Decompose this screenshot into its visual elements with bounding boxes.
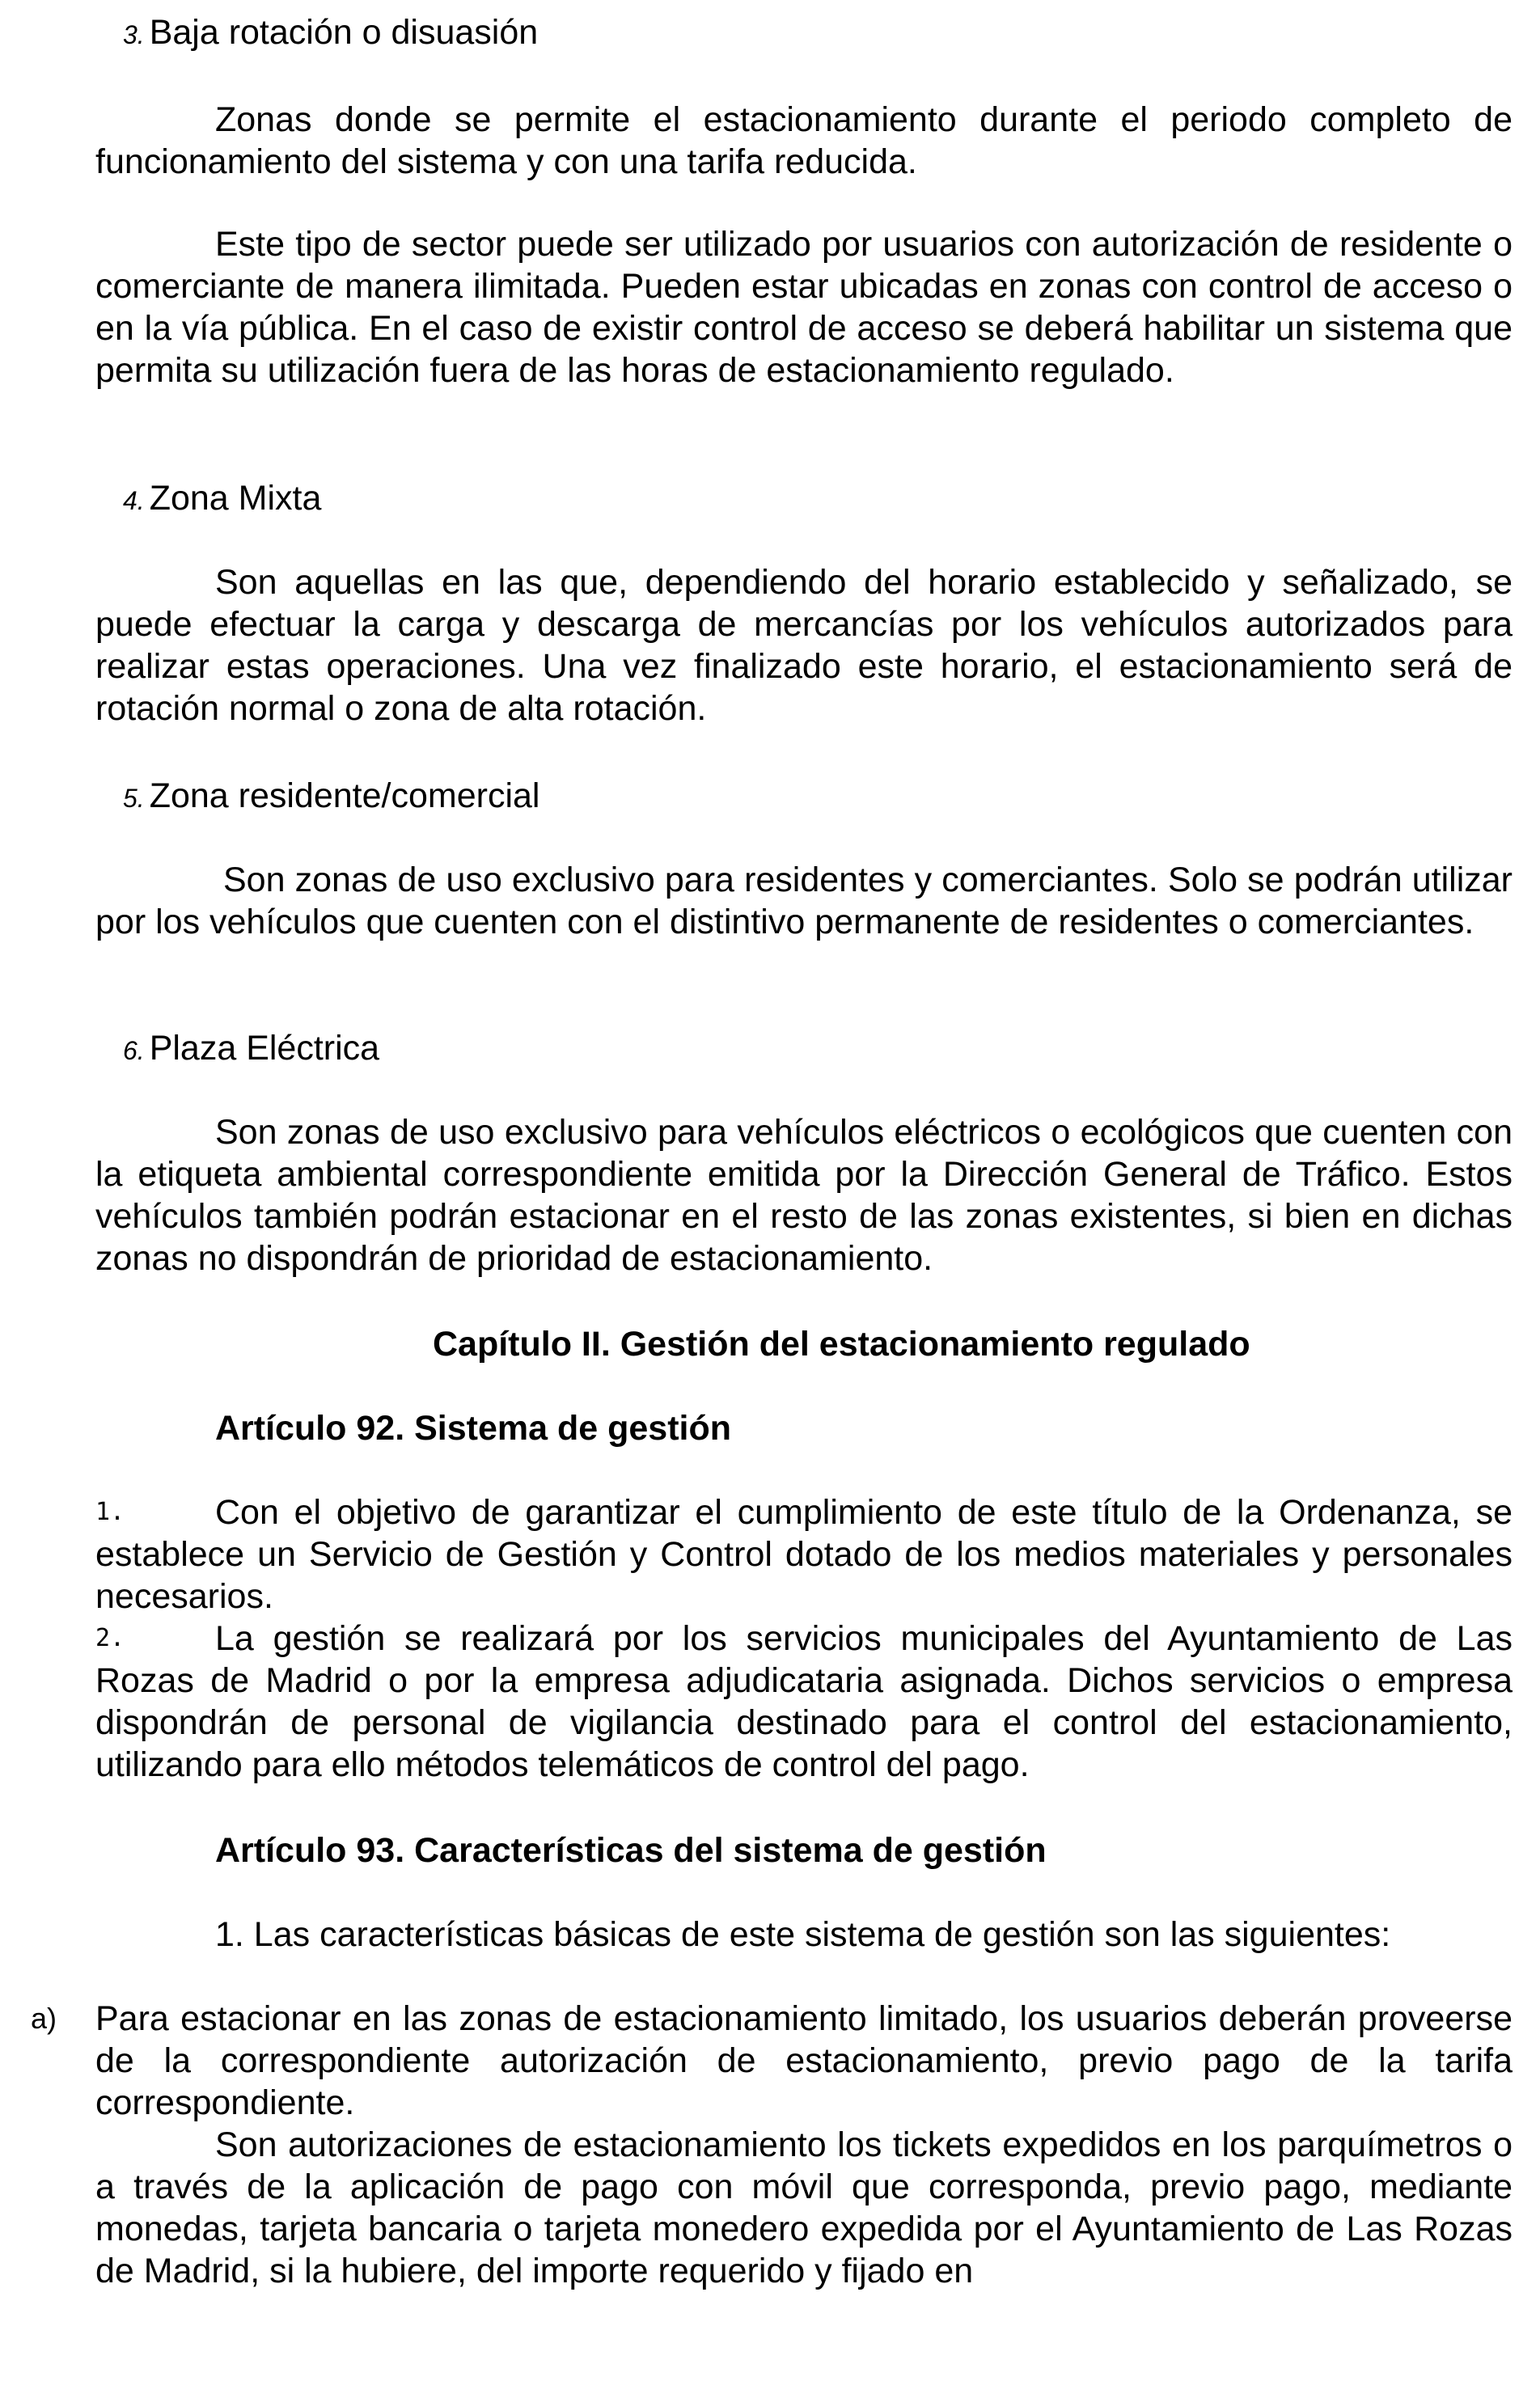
section-number: 3. bbox=[123, 20, 145, 49]
list-item-a-text: Para estacionar en las zonas de estacionamiento limitado, los usuarios deberán proveerse de la correspondiente autorización de estacionamiento, previo pago de la tarifa correspondiente. bbox=[95, 1999, 1512, 2122]
article-92-item-2-text: La gestión se realizará por los servicios municipales del Ayuntamiento de Las Rozas de Madrid o por la empresa adjudicataria asignada. Dichos servicios o empresa dispondrán de personal de vigilancia destinado para el control del estacionamiento, utilizando para ello métodos telemáticos de control del pago. bbox=[95, 1619, 1512, 1784]
section-4-heading bbox=[123, 477, 321, 522]
section-title: Zona Mixta bbox=[149, 479, 322, 518]
section-number: 4. bbox=[123, 486, 145, 515]
section-6-heading bbox=[123, 1027, 379, 1072]
section-3-paragraph-2: Este tipo de sector puede ser utilizado por usuarios con autorización de residente o comerciante de manera ilimitada. Pueden estar ubicadas en zonas con control de acceso o en la vía pública. En el caso de existir control de acceso se deberá habilitar un sistema que permita su utilización fuera de las horas de estacionamiento regulado. bbox=[95, 225, 1512, 390]
article-92-title: Artículo 92. Sistema de gestión bbox=[215, 1409, 732, 1448]
section-6-paragraph: Son zonas de uso exclusivo para vehículos eléctricos o ecológicos que cuenten con la etiqueta ambiental correspondiente emitida por la Dirección General de Tráfico. Estos vehículos también podrán estacionar en el resto de las zonas existentes, si bien en dichas zonas no dispondrán de prioridad de estacionamiento. bbox=[95, 1113, 1512, 1278]
section-5-paragraph: Son zonas de uso exclusivo para residentes y comerciantes. Solo se podrán utilizar por los vehículos que cuenten con el distintivo permanente de residentes o comerciantes. bbox=[95, 861, 1512, 941]
article-92-item-1-number: 1. bbox=[95, 1498, 125, 1526]
article-92-item-2-number: 2. bbox=[95, 1624, 125, 1652]
section-number: 6. bbox=[123, 1036, 145, 1065]
list-item-a-continuation: Son autorizaciones de estacionamiento los tickets expedidos en los parquímetros o a través de la aplicación de pago con móvil que corresponda, previo pago, mediante monedas, tarjeta bancaria o tarjeta monedero expedida por el Ayuntamiento de Las Rozas de Madrid, si la hubiere, del importe requerido y fijado en bbox=[95, 2125, 1512, 2290]
section-5-heading bbox=[123, 775, 539, 819]
chapter-title: Capítulo II. Gestión del estacionamiento regulado bbox=[433, 1325, 1250, 1364]
list-item-a-label: a) bbox=[31, 2002, 57, 2035]
section-3-paragraph-1: Zonas donde se permite el estacionamiento durante el periodo completo de funcionamiento del sistema y con una tarifa reducida. bbox=[95, 100, 1512, 181]
section-number: 5. bbox=[123, 784, 145, 813]
article-93-intro: 1. Las características básicas de este sistema de gestión son las siguientes: bbox=[215, 1915, 1391, 1954]
section-4-paragraph: Son aquellas en las que, dependiendo del horario establecido y señalizado, se puede efectuar la carga y descarga de mercancías por los vehículos autorizados para realizar estas operaciones. Una vez finalizado este horario, el estacionamiento será de rotación normal o zona de alta rotación. bbox=[95, 563, 1512, 728]
section-title: Zona residente/comercial bbox=[149, 776, 540, 815]
article-93-title: Artículo 93. Características del sistema de gestión bbox=[215, 1831, 1047, 1870]
article-92-item-1-text: Con el objetivo de garantizar el cumplimiento de este título de la Ordenanza, se establece un Servicio de Gestión y Control dotado de los medios materiales y personales necesarios. bbox=[95, 1493, 1512, 1616]
section-title: Baja rotación o disuasión bbox=[149, 13, 539, 52]
section-3-heading bbox=[123, 11, 538, 56]
section-title: Plaza Eléctrica bbox=[149, 1029, 380, 1068]
